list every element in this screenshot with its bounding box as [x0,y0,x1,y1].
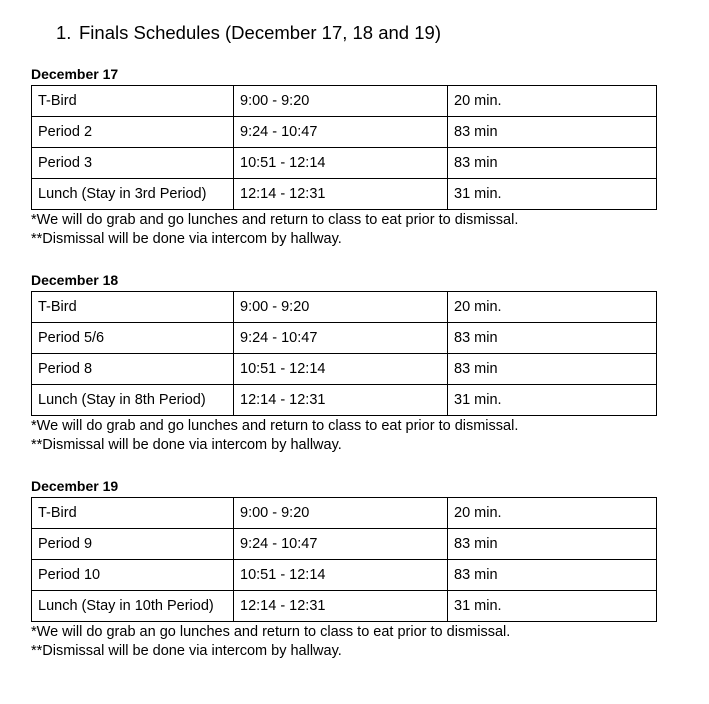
schedule-section-dec-19 [31,478,661,661]
duration-cell: 20 min. [448,498,657,529]
event-cell: Period 3 [32,148,234,179]
duration-cell: 31 min. [448,179,657,210]
dismissal-note: **Dismissal will be done via intercom by hallway. [31,643,342,659]
time-cell: 9:24 - 10:47 [234,117,448,148]
event-cell: Lunch (Stay in 8th Period) [32,385,234,416]
heading-text: Finals Schedules (December 17, 18 and 19) [79,22,441,43]
table-row [32,117,657,148]
table-row [32,148,657,179]
event-cell: Period 5/6 [32,323,234,354]
event-cell: Period 8 [32,354,234,385]
time-cell: 10:51 - 12:14 [234,148,448,179]
table-row [32,529,657,560]
document-heading [56,21,441,45]
schedule-table [31,497,657,622]
section-date-label: December 19 [31,478,119,494]
section-date-label: December 18 [31,272,119,288]
event-cell: Lunch (Stay in 10th Period) [32,591,234,622]
schedule-section-dec-17 [31,66,661,249]
section-notes [31,623,661,661]
table-row [32,292,657,323]
time-cell: 9:00 - 9:20 [234,86,448,117]
lunch-note: *We will do grab and go lunches and return to class to eat prior to dismissal. [31,418,519,434]
table-row [32,385,657,416]
lunch-note: *We will do grab an go lunches and return to class to eat prior to dismissal. [31,624,511,640]
duration-cell: 83 min [448,148,657,179]
schedule-table [31,291,657,416]
duration-cell: 31 min. [448,591,657,622]
time-cell: 9:24 - 10:47 [234,529,448,560]
duration-cell: 83 min [448,529,657,560]
duration-cell: 83 min [448,117,657,148]
lunch-note: *We will do grab and go lunches and return to class to eat prior to dismissal. [31,212,519,228]
event-cell: Period 2 [32,117,234,148]
table-row [32,560,657,591]
duration-cell: 20 min. [448,86,657,117]
table-row [32,498,657,529]
dismissal-note: **Dismissal will be done via intercom by hallway. [31,437,342,453]
section-notes [31,211,661,249]
time-cell: 12:14 - 12:31 [234,591,448,622]
duration-cell: 83 min [448,354,657,385]
time-cell: 9:00 - 9:20 [234,292,448,323]
schedule-table [31,85,657,210]
table-row [32,323,657,354]
table-row [32,354,657,385]
time-cell: 10:51 - 12:14 [234,354,448,385]
table-row [32,591,657,622]
event-cell: T-Bird [32,292,234,323]
event-cell: Lunch (Stay in 3rd Period) [32,179,234,210]
event-cell: T-Bird [32,498,234,529]
duration-cell: 31 min. [448,385,657,416]
event-cell: T-Bird [32,86,234,117]
time-cell: 10:51 - 12:14 [234,560,448,591]
duration-cell: 20 min. [448,292,657,323]
event-cell: Period 9 [32,529,234,560]
time-cell: 9:00 - 9:20 [234,498,448,529]
duration-cell: 83 min [448,560,657,591]
section-notes [31,417,661,455]
table-row [32,86,657,117]
table-row [32,179,657,210]
time-cell: 12:14 - 12:31 [234,385,448,416]
duration-cell: 83 min [448,323,657,354]
time-cell: 12:14 - 12:31 [234,179,448,210]
schedule-section-dec-18 [31,272,661,455]
section-date-label: December 17 [31,66,119,82]
dismissal-note: **Dismissal will be done via intercom by hallway. [31,231,342,247]
time-cell: 9:24 - 10:47 [234,323,448,354]
list-number: 1. [56,22,72,43]
event-cell: Period 10 [32,560,234,591]
